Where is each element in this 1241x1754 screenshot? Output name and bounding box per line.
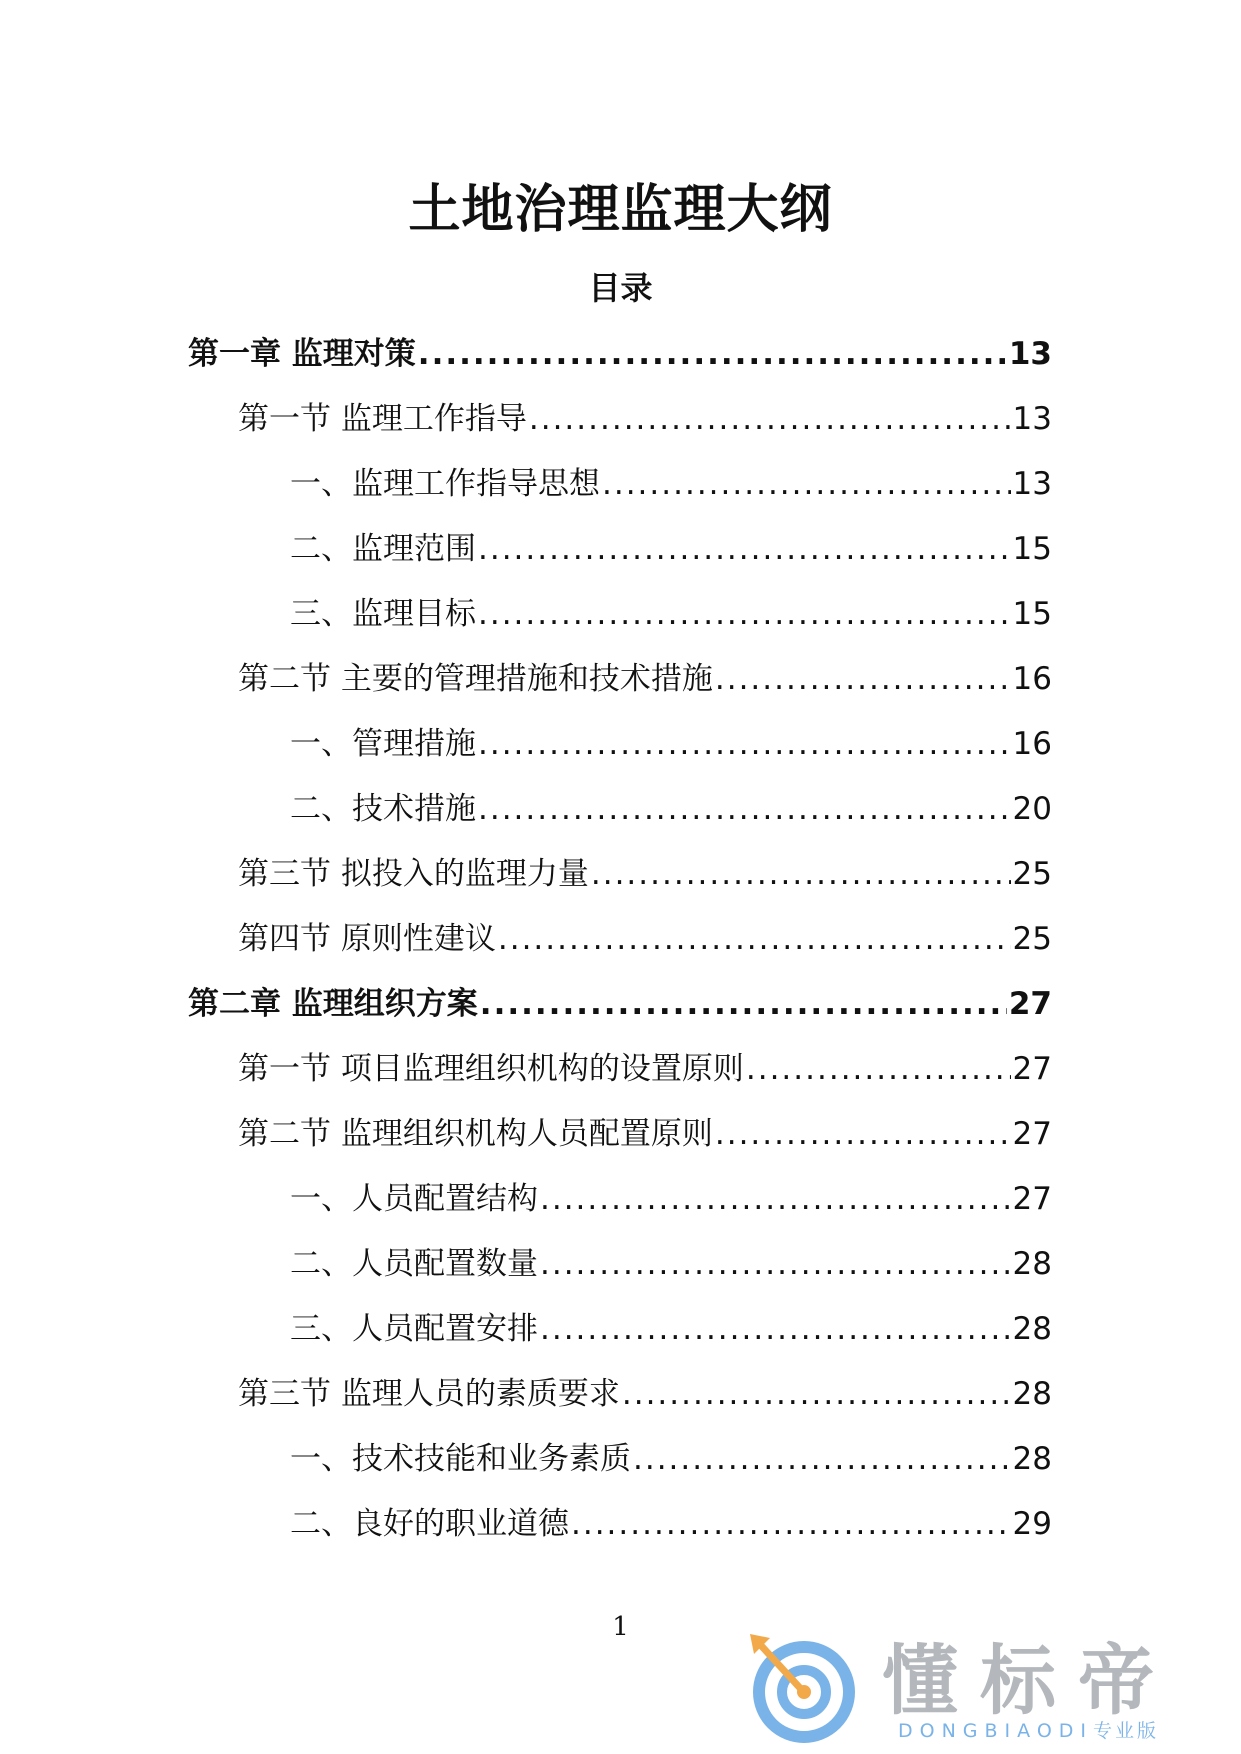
toc-entry[interactable]	[238, 1110, 1052, 1154]
toc-dot-leader	[540, 1179, 1011, 1219]
toc-entry[interactable]	[290, 1175, 1052, 1219]
toc-entry[interactable]	[188, 330, 1052, 374]
toc-dot-leader	[715, 659, 1011, 699]
toc-entry-label: 一、监理工作指导思想	[290, 466, 600, 502]
brand-tagline	[898, 1720, 1159, 1742]
toc-entry-page: 29	[1012, 1506, 1052, 1542]
toc-entry-label: 第四节 原则性建议	[238, 921, 496, 957]
brand-pinyin: DONGBIAODI	[898, 1720, 1094, 1742]
toc-entry-page: 28	[1012, 1246, 1052, 1282]
toc-entry-page: 28	[1012, 1311, 1052, 1347]
toc-entry-page: 13	[1012, 401, 1052, 437]
toc-entry-page: 28	[1012, 1376, 1052, 1412]
toc-entry-label: 二、监理范围	[290, 531, 476, 567]
toc-entry-label: 第一节 项目监理组织机构的设置原则	[238, 1051, 744, 1087]
toc-entry-label: 二、良好的职业道德	[290, 1506, 569, 1542]
toc-entry-page: 20	[1012, 791, 1052, 827]
toc-entry-label: 一、管理措施	[290, 726, 476, 762]
toc-dot-leader	[591, 854, 1011, 894]
toc-entry[interactable]	[290, 525, 1052, 569]
toc-entry[interactable]	[188, 980, 1052, 1024]
toc-entry[interactable]	[238, 915, 1052, 959]
toc-entry-label: 一、技术技能和业务素质	[290, 1441, 631, 1477]
toc-entry[interactable]	[238, 1370, 1052, 1414]
toc-dot-leader	[498, 919, 1011, 959]
toc-entry[interactable]	[238, 1045, 1052, 1089]
toc-entry-label: 第二章 监理组织方案	[188, 986, 478, 1022]
toc-entry-label: 第一节 监理工作指导	[238, 401, 527, 437]
toc-entry-label: 第一章 监理对策	[188, 336, 416, 372]
toc-entry-page: 16	[1012, 661, 1052, 697]
toc-dot-leader	[478, 594, 1011, 634]
toc-dot-leader	[478, 529, 1011, 569]
toc-dot-leader	[540, 1309, 1011, 1349]
toc-entry-label: 第二节 主要的管理措施和技术措施	[238, 661, 713, 697]
toc-entry-page: 27	[1012, 1181, 1052, 1217]
page-number: 1	[612, 1612, 629, 1642]
toc-entry-label: 二、技术措施	[290, 791, 476, 827]
toc-entry-page: 13	[1012, 466, 1052, 502]
toc-dot-leader	[622, 1374, 1011, 1414]
toc-entry[interactable]	[238, 655, 1052, 699]
toc-entry-page: 15	[1012, 596, 1052, 632]
toc-entry-label: 第三节 监理人员的素质要求	[238, 1376, 620, 1412]
toc-dot-leader	[746, 1049, 1011, 1089]
toc-entry[interactable]	[290, 1435, 1052, 1479]
toc-entry-page: 28	[1012, 1441, 1052, 1477]
toc-entry-page: 25	[1012, 856, 1052, 892]
toc-entry-label: 三、人员配置安排	[290, 1311, 538, 1347]
toc-entry-label: 三、监理目标	[290, 596, 476, 632]
toc-entry[interactable]	[290, 1305, 1052, 1349]
toc-entry[interactable]	[238, 395, 1052, 439]
toc-entry-label: 第二节 监理组织机构人员配置原则	[238, 1116, 713, 1152]
toc-entry[interactable]	[238, 850, 1052, 894]
toc-entry-page: 27	[1012, 1051, 1052, 1087]
toc-entry[interactable]	[290, 720, 1052, 764]
toc-entry-label: 二、人员配置数量	[290, 1246, 538, 1282]
toc-dot-leader	[529, 399, 1011, 439]
toc-dot-leader	[540, 1244, 1011, 1284]
toc-entry-page: 27	[1008, 986, 1052, 1022]
toc-entry[interactable]	[290, 785, 1052, 829]
toc-dot-leader	[418, 334, 1007, 374]
target-arrow-icon	[742, 1632, 862, 1744]
toc-dot-leader	[571, 1504, 1011, 1544]
toc-entry-page: 15	[1012, 531, 1052, 567]
toc-dot-leader	[633, 1439, 1011, 1479]
toc-entry[interactable]	[290, 460, 1052, 504]
toc-entry[interactable]	[290, 590, 1052, 634]
toc-entry-page: 27	[1012, 1116, 1052, 1152]
toc-entry-label: 一、人员配置结构	[290, 1181, 538, 1217]
toc-dot-leader	[715, 1114, 1011, 1154]
toc-dot-leader	[602, 464, 1011, 504]
toc-dot-leader	[480, 984, 1007, 1024]
toc-entry[interactable]	[290, 1500, 1052, 1544]
toc-entry-page: 13	[1008, 336, 1052, 372]
toc-heading: 目录	[588, 269, 653, 307]
toc-dot-leader	[478, 789, 1011, 829]
toc-entry-page: 16	[1012, 726, 1052, 762]
toc-dot-leader	[478, 724, 1011, 764]
toc-entry-label: 第三节 拟投入的监理力量	[238, 856, 589, 892]
document-title: 土地治理监理大纲	[408, 180, 833, 240]
brand-watermark	[742, 1632, 1222, 1744]
brand-name: 懂标帝	[882, 1636, 1176, 1725]
toc-entry-page: 25	[1012, 921, 1052, 957]
brand-edition: 专业版	[1093, 1720, 1160, 1742]
toc-entry[interactable]	[290, 1240, 1052, 1284]
